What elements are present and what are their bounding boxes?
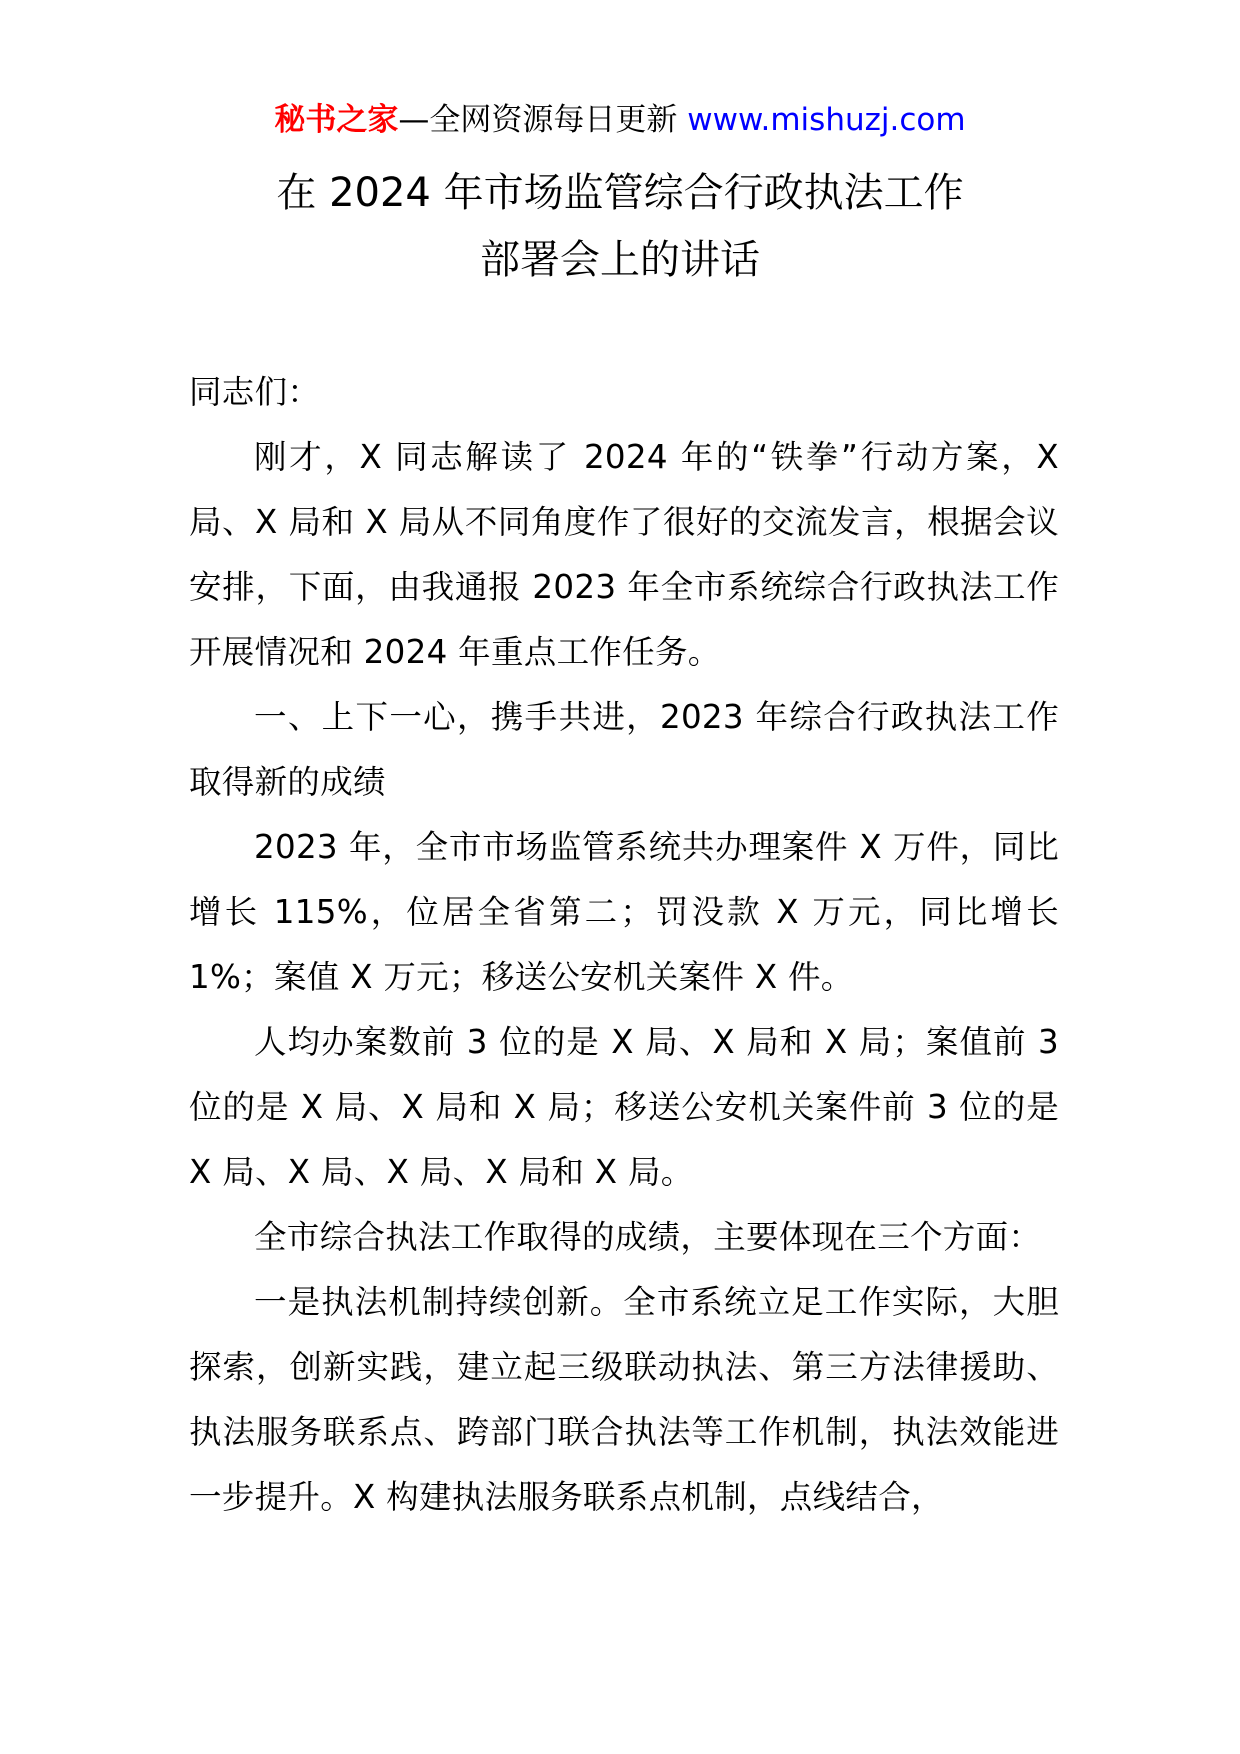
site-url-link[interactable]: www.mishuzj.com — [687, 102, 966, 138]
brand-slogan: —全网资源每日更新 — [398, 102, 678, 138]
document-body — [189, 360, 1059, 1530]
paragraph-achievements-intro: 全市综合执法工作取得的成绩，主要体现在三个方面： — [254, 1218, 1042, 1256]
document-title-line-1: 在 2024 年市场监管综合行政执法工作 — [276, 170, 964, 216]
paragraph-rankings: 人均办案数前 3 位的是 X 局、X 局和 X 局；案值前 3 位的是 X 局、X 局和 X 局；移送公安机关案件前 3 位的是 X 局、X 局、X 局、X 局和 X 局。 — [189, 1023, 1059, 1191]
brand-name: 秘书之家 — [274, 102, 399, 138]
paragraph-statistics: 2023 年，全市市场监管系统共办理案件 X 万件，同比增长 115%，位居全省第二；罚没款 X 万元，同比增长 1%；案值 X 万元；移送公安机关案件 X 件。 — [189, 828, 1059, 996]
paragraph-opening: 刚才，X 同志解读了 2024 年的“铁拳”行动方案，X 局、X 局和 X 局从不同角度作了很好的交流发言，根据会议安排，下面，由我通报 2023 年全市系统综合行政执法工作开展情况和 2024 年重点工作任务。 — [189, 438, 1059, 671]
paragraph-mechanism-innovation: 一是执法机制持续创新。全市系统立足工作实际，大胆探索，创新实践，建立起三级联动执法、第三方法律援助、执法服务联系点、跨部门联合执法等工作机制，执法效能进一步提升。X 构建执法服务联系点机制，点线结合， — [189, 1283, 1059, 1516]
document-title-line-2: 部署会上的讲话 — [480, 237, 760, 283]
section-heading-1: 一、上下一心，携手共进，2023 年综合行政执法工作取得新的成绩 — [189, 698, 1059, 801]
watermark-header — [0, 98, 1240, 142]
salutation: 同志们： — [189, 373, 321, 411]
